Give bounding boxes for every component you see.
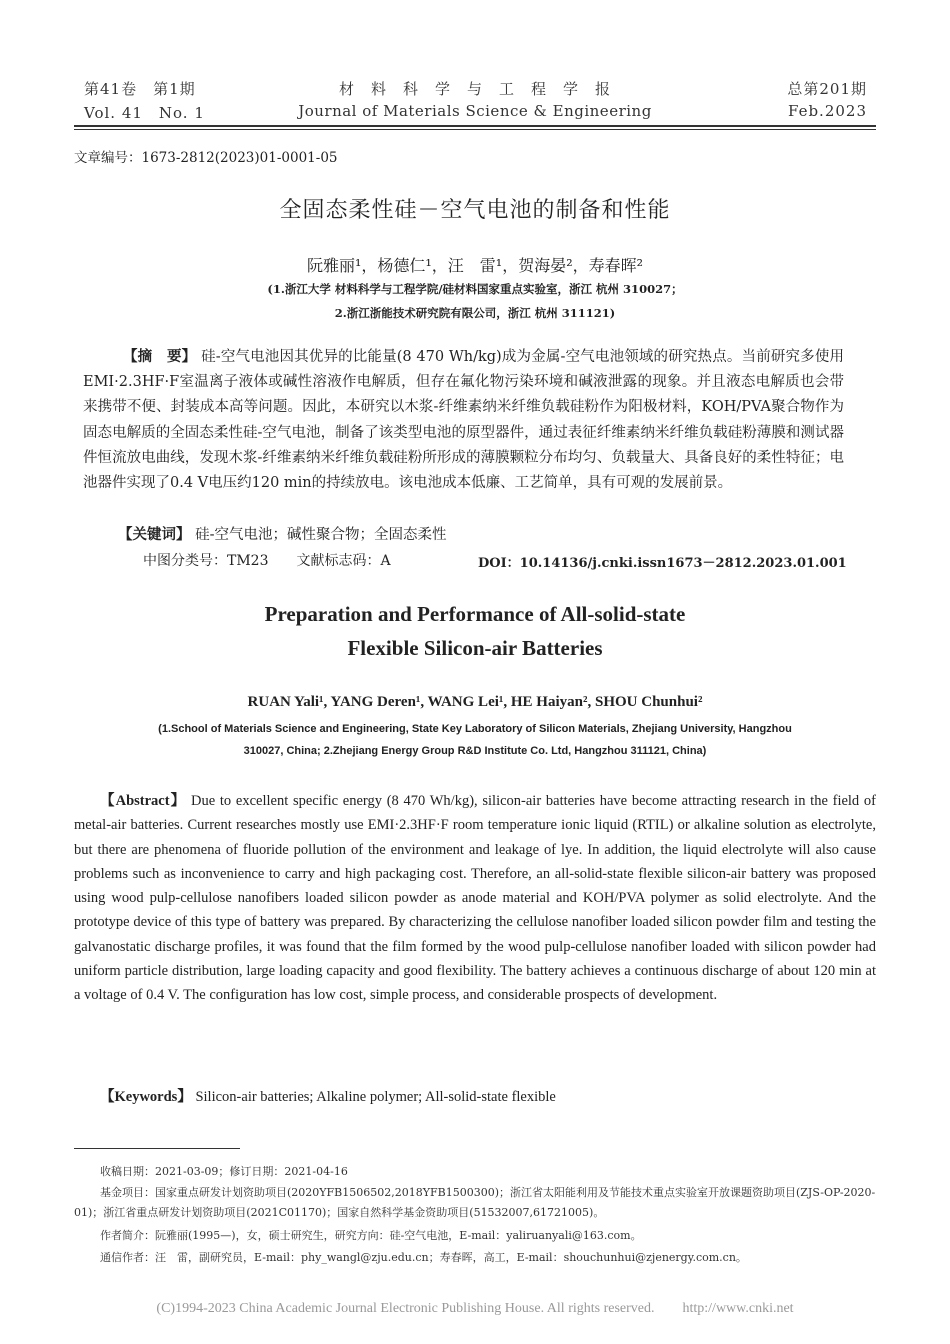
abstract-cn-text: 硅-空气电池因其优异的比能量(8 470 Wh/kg)成为金属-空气电池领域的研究热点。当前研究多使用EMI·2.3HF·F室温离子液体或碱性溶液作电解质，但存在氟化物污染环境和碱液泄露的现象。并且液态电解质也会带来携带不便、封装成本高等问题。因此，本研究以木浆-纤维素纳米纤维负载硅粉作为阳极材料，KOH/PVA聚合物作为固态电解质的全固态柔性硅-空气电池，制备了该类型电池的原型器件，通过表征纤维素纳米纤维负载硅粉薄膜和测试器件恒流放电曲线，发现木浆-纤维素纳米纤维负载硅粉所形成的薄膜颗粒分布均匀、负载量大、具备良好的柔性特征；电池器件实现了0.4 V电压约120 min的持续放电。该电池成本低廉、工艺简单，具有可观的发展前景。 xyxy=(83,349,844,492)
keywords-cn xyxy=(118,523,447,544)
abstract-cn xyxy=(83,344,844,496)
doi: DOI：10.14136/j.cnki.issn1673－2812.2023.01.001 xyxy=(478,556,847,571)
journal-name-en: Journal of Materials Science & Engineering xyxy=(298,102,652,120)
abstract-cn-label: 【摘 要】 xyxy=(123,348,197,365)
title-cn: 全固态柔性硅－空气电池的制备和性能 xyxy=(279,198,671,223)
footnote-received: 收稿日期：2021-03-09；修订日期：2021-04-16 xyxy=(100,1165,348,1178)
header-rule-thin xyxy=(74,129,876,130)
affiliation-cn-2: 2.浙江浙能技术研究院有限公司，浙江 杭州 311121) xyxy=(334,306,616,320)
title-en-line-1: Preparation and Performance of All-solid-state xyxy=(264,602,686,626)
authors-en: RUAN Yali¹, YANG Deren¹, WANG Lei¹, HE Haiyan², SHOU Chunhui² xyxy=(247,694,703,710)
header-rule-thick xyxy=(74,125,876,127)
copyright-notice: (C)1994-2023 China Academic Journal Electronic Publishing House. All rights reserved. http://www.cnki.net xyxy=(156,1301,794,1316)
abstract-en-text: Due to excellent specific energy (8 470 Wh/kg), silicon-air batteries have become attracting research in the field of metal-air batteries. Current researches mostly use EMI·2.3HF·F room temperature ionic liquid (RTIL) or alkaline solution as electrolyte, but there are phenomena of fluoride pollution of the environment and leakage of lye. In addition, the liquid electrolyte will also cause problems such as inconvenience to carry and high packaging cost. Therefore, an all-solid-state flexible silicon-air battery was proposed using wood pulp-cellulose nanofibers loaded silicon powder as anode material and KOH/PVA polymer as solid electrolyte. And the prototype device of this type of battery was prepared. By characterizing the cellulose nanofiber loaded silicon powder film and testing the galvanostatic discharge profiles, it was found that the film formed by the wood pulp-cellulose nanofiber loaded with silicon powder had uniform particle distribution, large loading capacity and good flexibility. The battery achieves a continuous discharge of about 120 min at a voltage of 0.4 V. The configuration has low cost, simple process, and considerable prospects of development. xyxy=(74,793,876,1004)
affiliation-cn-1: (1.浙江大学 材料科学与工程学院/硅材料国家重点实验室，浙江 杭州 310027； xyxy=(267,282,683,296)
article-number: 文章编号：1673-2812(2023)01-0001-05 xyxy=(74,150,338,166)
abstract-en xyxy=(74,789,876,1008)
keywords-en-label: 【Keywords】 xyxy=(100,1089,192,1105)
footnote-corresponding: 通信作者：汪 雷，副研究员，E-mail：phy_wangl@zju.edu.cn；寿春晖，高工，E-mail：shouchunhui@zjenergy.com.cn。 xyxy=(100,1251,747,1264)
affiliation-en-1: (1.School of Materials Science and Engineering, State Key Laboratory of Silicon Materials, Zhejiang University, Hangzhou xyxy=(158,723,792,735)
footnote-author-bio: 作者简介：阮雅丽(1995—)，女，硕士研究生，研究方向：硅-空气电池，E-mail：yaliruanyali@163.com。 xyxy=(100,1229,642,1242)
keywords-cn-label: 【关键词】 xyxy=(118,526,191,543)
keywords-en xyxy=(100,1085,556,1106)
journal-volume-en: Vol. 41 No. 1 xyxy=(84,104,205,122)
journal-date-en: Feb.2023 xyxy=(787,102,867,120)
classification: 中图分类号：TM23 文献标志码：A xyxy=(143,553,391,569)
journal-name-cn: 材 料 科 学 与 工 程 学 报 xyxy=(338,80,611,98)
journal-volume-cn: 第41卷 第1期 xyxy=(84,80,196,98)
footnote-funding: 基金项目：国家重点研发计划资助项目(2020YFB1506502,2018YFB1500300)；浙江省太阳能利用及节能技术重点实验室开放课题资助项目(ZJS-OP-2020-01)；浙江省重点研发计划资助项目(2021C01170)；国家自然科学基金资助项目(51532007,61721005)。 xyxy=(74,1186,876,1219)
footnote-rule xyxy=(74,1148,240,1149)
keywords-en-text: Silicon-air batteries; Alkaline polymer; All-solid-state flexible xyxy=(195,1089,556,1105)
abstract-en-label: 【Abstract】 xyxy=(100,793,187,809)
title-en-line-2: Flexible Silicon-air Batteries xyxy=(347,636,603,660)
affiliation-en-2: 310027, China; 2.Zhejiang Energy Group R&D Institute Co. Ltd, Hangzhou 311121, China) xyxy=(243,745,707,757)
keywords-cn-text: 硅-空气电池；碱性聚合物；全固态柔性 xyxy=(195,527,447,543)
journal-issue-cn: 总第201期 xyxy=(787,80,867,98)
authors-cn: 阮雅丽¹，杨德仁¹，汪 雷¹，贺海晏²，寿春晖² xyxy=(306,256,644,275)
